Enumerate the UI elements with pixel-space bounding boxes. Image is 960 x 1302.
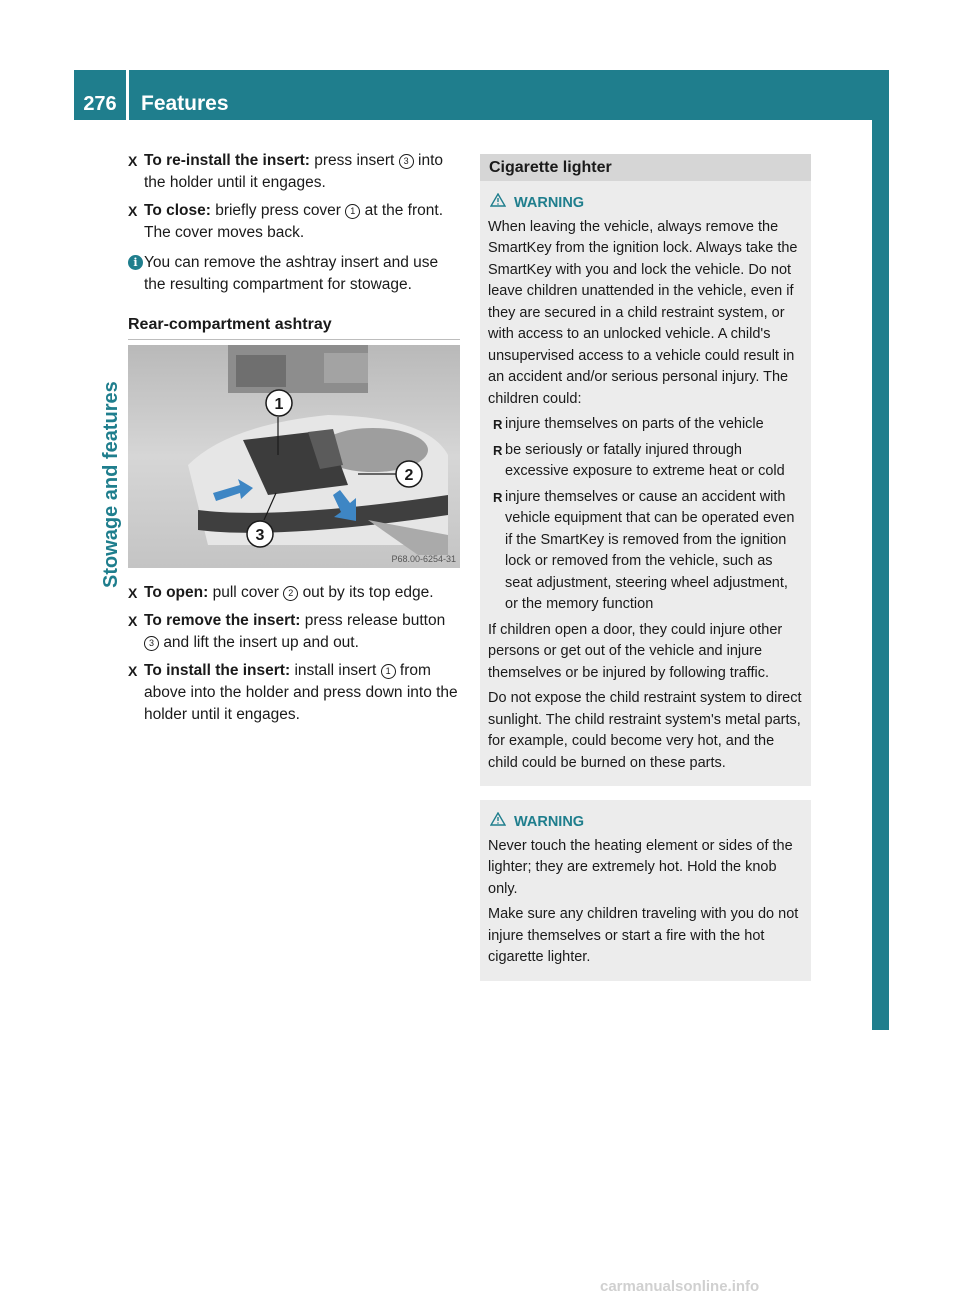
warning-box-2 — [480, 800, 811, 981]
step-result: The cover moves back. — [144, 224, 305, 241]
step-text: out by its top edge. — [302, 584, 434, 601]
bullet-icon: R — [493, 442, 503, 458]
marker-2-icon: 2 — [283, 586, 298, 601]
step-text: at the front. — [364, 202, 444, 219]
step-text: pull cover — [212, 584, 279, 601]
callout-2-label: 2 — [404, 467, 414, 484]
warning-heading — [490, 193, 803, 215]
marker-3-icon: 3 — [144, 636, 159, 651]
callout-3-label: 3 — [255, 527, 265, 544]
bullet-icon: R — [493, 417, 503, 432]
side-tab-label: Stowage and features — [100, 381, 122, 588]
step-text: into the holder until it engages. — [144, 152, 443, 191]
warning-paragraph: Never touch the heating element or sides of the lighter; they are extremely hot. Hold the knob only. — [488, 837, 793, 897]
image-code: P68.00-6254-31 — [391, 554, 456, 564]
page-number: 276 — [83, 93, 117, 115]
step-arrow-icon: X — [128, 153, 138, 169]
info-note — [128, 252, 460, 296]
step-text: and lift the insert up and out. — [163, 634, 359, 651]
warning-title: WARNING — [514, 195, 585, 211]
warning-bullet — [488, 487, 803, 616]
info-icon: i — [128, 255, 143, 270]
left-column — [128, 150, 460, 732]
step-open — [128, 582, 460, 604]
step-label: To close: — [144, 202, 211, 219]
warning-triangle-icon — [490, 193, 506, 215]
step-arrow-icon: X — [128, 203, 138, 219]
step-label: To install the insert: — [144, 662, 291, 679]
step-install-insert — [128, 660, 460, 726]
step-remove-insert — [128, 610, 460, 654]
marker-1-icon: 1 — [345, 204, 360, 219]
callout-1-label: 1 — [274, 396, 284, 413]
step-text: press insert — [314, 152, 395, 169]
marker-1-icon: 1 — [381, 664, 396, 679]
ashtray-photo — [128, 345, 460, 568]
step-text: from above into the holder and press down into the holder until it engages. — [144, 662, 458, 723]
warning-paragraph: Do not expose the child restraint system to direct sunlight. The child restraint system's metal parts, for example, could become very hot, and the child could be burned on these parts. — [488, 690, 802, 771]
warning-paragraph: When leaving the vehicle, always remove the SmartKey from the ignition lock. Always take the SmartKey with you and lock the vehicle. Do not leave children unattended in the vehicle, even if they are secured in a child restraint system, or with access to an unlocked vehicle. A child's unsupervised access to a vehicle could result in an accident and/or serious personal injury. The children could: — [488, 218, 798, 407]
marker-3-icon: 3 — [399, 154, 414, 169]
bullet-text: be seriously or fatally injured through excessive exposure to extreme heat or cold — [505, 441, 785, 479]
bullet-icon: R — [493, 489, 503, 505]
step-text: briefly press cover — [215, 202, 341, 219]
warning-box-1 — [480, 181, 811, 786]
section-title: Cigarette lighter — [480, 154, 811, 181]
step-text: install insert — [294, 662, 377, 679]
header-divider — [126, 70, 129, 120]
step-reinstall — [128, 150, 460, 194]
warning-title: WARNING — [514, 814, 585, 830]
watermark: carmanualsonline.info — [600, 1278, 760, 1295]
step-close — [128, 200, 460, 244]
info-text: You can remove the ashtray insert and use the resulting compartment for stowage. — [144, 254, 439, 293]
warning-paragraph: If children open a door, they could injure other persons or get out of the vehicle and injure themselves or be injured by following traffic. — [488, 621, 783, 681]
warning-paragraph: Make sure any children traveling with you do not injure themselves or start a fire with the hot cigarette lighter. — [488, 906, 799, 965]
warning-bullet — [488, 440, 803, 483]
step-arrow-icon: X — [128, 613, 138, 629]
warning-heading — [490, 812, 803, 834]
step-label: To re-install the insert: — [144, 152, 310, 169]
warning-triangle-icon — [490, 812, 506, 834]
step-text: press release button — [304, 612, 446, 629]
bullet-text: injure themselves or cause an accident with vehicle equipment that can be operated even if the SmartKey is removed from the ignition lock or removed from the vehicle, such as seat adjustment, steering wheel adjustment, or the memory function — [505, 488, 795, 612]
page-title: Features — [141, 92, 229, 115]
step-arrow-icon: X — [128, 585, 138, 601]
bullet-text: injure themselves on parts of the vehicle — [505, 416, 764, 432]
side-tab — [872, 120, 889, 1030]
ashtray-illustration — [128, 345, 460, 568]
step-arrow-icon: X — [128, 663, 138, 679]
right-column — [480, 154, 811, 981]
subheading: Rear-compartment ashtray — [128, 316, 460, 340]
warning-bullet — [488, 414, 803, 436]
step-label: To open: — [144, 584, 209, 601]
step-label: To remove the insert: — [144, 612, 301, 629]
page-header — [74, 70, 889, 120]
